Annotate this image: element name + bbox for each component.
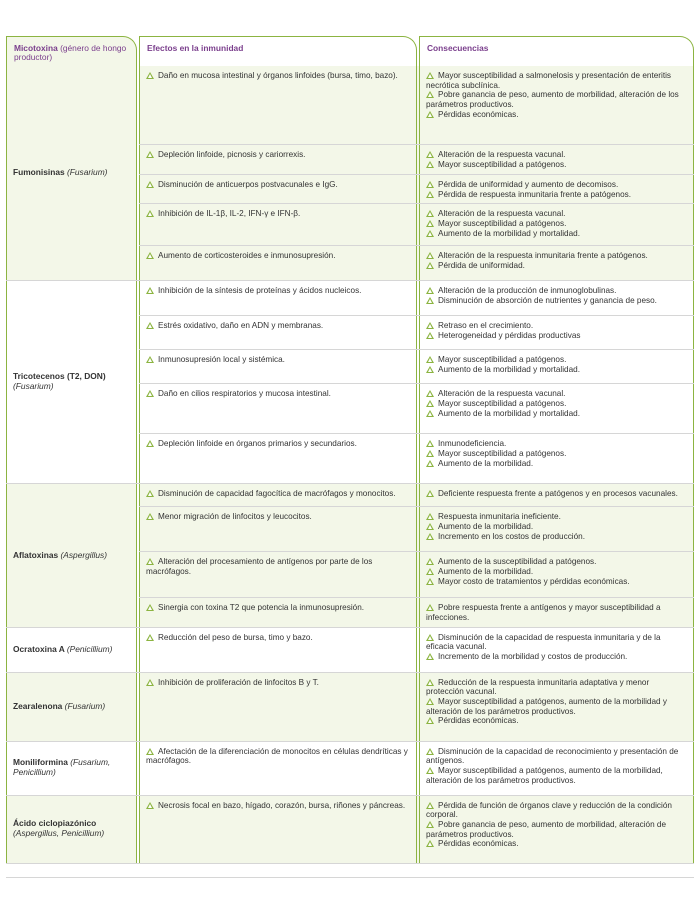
consequence-text: Mayor susceptibilidad a patógenos, aumento de la morbilidad, alteración de los parámetros productivos. (426, 766, 663, 785)
mycotoxin-name-cell (6, 484, 137, 626)
group-rows (139, 628, 694, 672)
consequence-item (426, 489, 687, 499)
consequence-text: Pérdida de respuesta inmunitaria frente a patógenos. (438, 189, 631, 199)
consequence-text: Pérdida de uniformidad. (438, 261, 525, 271)
consequence-text: Heterogeneidad y pérdidas productivas (438, 331, 581, 341)
warning-triangle-icon (426, 802, 434, 809)
table-body (6, 66, 694, 864)
consequence-text: Pobre ganancia de peso, aumento de morbilidad, alteración de los parámetros productivos. (426, 90, 679, 110)
effect-item (146, 678, 410, 688)
warning-triangle-icon (426, 460, 434, 467)
warning-triangle-icon (426, 653, 434, 660)
warning-triangle-icon (146, 72, 154, 79)
table-row (139, 383, 694, 433)
table-row (139, 551, 694, 597)
warning-triangle-icon (426, 220, 434, 227)
mycotoxin-name-cell (6, 742, 137, 795)
header-mycotoxin-title: Micotoxina (14, 43, 58, 53)
effect-cell (139, 204, 417, 245)
effect-text: Disminución de anticuerpos postvacunales e IgG. (158, 180, 338, 189)
group-rows (139, 66, 694, 280)
warning-triangle-icon (426, 191, 434, 198)
warning-triangle-icon (146, 210, 154, 217)
consequence-text: Alteración de la producción de inmunoglobulinas. (438, 286, 617, 296)
effect-cell (139, 145, 417, 174)
table-row (139, 245, 694, 280)
consequence-text: Mayor susceptibilidad a patógenos. (438, 159, 567, 169)
fungus-genus: (Aspergillus) (60, 549, 108, 560)
effect-cell (139, 598, 417, 626)
table-row (139, 796, 694, 863)
mycotoxin-name-cell (6, 281, 137, 483)
warning-triangle-icon (426, 390, 434, 397)
mycotoxin-table (6, 36, 694, 864)
effect-cell (139, 507, 417, 551)
effect-item (146, 747, 410, 766)
mycotoxin-name: Tricotecenos (T2, DON) (13, 371, 106, 382)
warning-triangle-icon (426, 410, 434, 417)
fungus-genus: (Fusarium, Penicillium) (13, 757, 111, 778)
consequence-item (426, 839, 687, 849)
group-rows (139, 673, 694, 741)
warning-triangle-icon (146, 679, 154, 686)
consequence-cell (419, 384, 694, 433)
mycotoxin-name-cell (6, 796, 137, 863)
consequence-item (426, 209, 687, 219)
warning-triangle-icon (426, 230, 434, 237)
warning-triangle-icon (146, 802, 154, 809)
mycotoxin-name-cell (6, 628, 137, 672)
consequence-item (426, 678, 687, 697)
table-header (6, 36, 694, 66)
effect-item (146, 603, 410, 613)
warning-triangle-icon (426, 366, 434, 373)
effect-cell (139, 246, 417, 280)
fungus-genus: (Fusarium) (64, 700, 106, 711)
mycotoxin-label (13, 372, 130, 392)
effect-cell (139, 484, 417, 506)
warning-triangle-icon (426, 821, 434, 828)
consequence-text: Retraso en el crecimiento. (438, 321, 534, 331)
table-row (139, 66, 694, 144)
effect-text: Aumento de corticosteroides e inmunosupresión. (158, 251, 336, 261)
consequence-text: Incremento en los costos de producción. (438, 531, 586, 541)
consequence-item (426, 459, 687, 469)
consequence-item (426, 296, 687, 306)
consequence-text: Pérdida de función de órganos clave y reducción de la condición corporal. (426, 800, 672, 820)
consequence-item (426, 355, 687, 365)
consequence-item (426, 633, 687, 652)
effect-cell (139, 552, 417, 597)
consequence-item (426, 389, 687, 399)
consequence-text: Aumento de la morbilidad y mortalidad. (438, 408, 580, 418)
table-row (139, 628, 694, 672)
effect-text: Daño en mucosa intestinal y órganos linfoides (bursa, timo, bazo). (158, 71, 398, 80)
consequence-item (426, 409, 687, 419)
consequence-text: Aumento de la morbilidad. (438, 567, 534, 577)
consequence-item (426, 439, 687, 449)
consequence-text: Pobre ganancia de peso, aumento de morbilidad, alteración de parámetros productivos. (426, 820, 667, 839)
consequence-item (426, 110, 687, 120)
effect-item (146, 633, 410, 643)
consequence-item (426, 331, 687, 341)
consequence-item (426, 512, 687, 522)
mycotoxin-group (6, 281, 694, 484)
consequence-item (426, 180, 687, 190)
header-consequences: Consecuencias (419, 36, 694, 66)
consequence-text: Incremento de la morbilidad y costos de producción. (438, 652, 628, 662)
warning-triangle-icon (426, 513, 434, 520)
table-bottom-rule (6, 877, 694, 878)
effect-cell (139, 281, 417, 315)
warning-triangle-icon (146, 748, 154, 755)
consequence-cell (419, 598, 694, 626)
effect-item (146, 71, 410, 81)
consequence-text: Inmunodeficiencia. (438, 439, 507, 449)
consequence-cell (419, 145, 694, 174)
warning-triangle-icon (426, 523, 434, 530)
warning-triangle-icon (426, 210, 434, 217)
consequence-cell (419, 281, 694, 315)
consequence-item (426, 716, 687, 726)
consequence-item (426, 160, 687, 170)
warning-triangle-icon (146, 322, 154, 329)
effect-text: Afectación de la diferenciación de monocitos en células dendríticas y macrófagos. (146, 746, 408, 766)
warning-triangle-icon (426, 840, 434, 847)
mycotoxin-group (6, 742, 694, 796)
warning-triangle-icon (426, 558, 434, 565)
consequence-item (426, 251, 687, 261)
consequence-text: Pérdidas económicas. (438, 109, 519, 119)
consequence-text: Disminución de la capacidad de reconocimiento y presentación de antígenos. (426, 746, 679, 766)
consequence-text: Reducción de la respuesta inmunitaria adaptativa y menor protección vacunal. (426, 677, 650, 697)
mycotoxin-label (13, 758, 130, 778)
consequence-text: Pérdidas económicas. (438, 839, 519, 849)
consequence-cell (419, 204, 694, 245)
warning-triangle-icon (146, 252, 154, 259)
mycotoxin-name-cell (6, 66, 137, 280)
warning-triangle-icon (426, 578, 434, 585)
warning-triangle-icon (426, 634, 434, 641)
mycotoxin-name: Ácido ciclopiazónico (13, 818, 97, 829)
mycotoxin-label (13, 551, 107, 561)
mycotoxin-name: Fumonisinas (13, 167, 65, 178)
fungus-genus: (Penicillium) (66, 643, 113, 654)
consequence-item (426, 532, 687, 542)
warning-triangle-icon (146, 151, 154, 158)
effect-text: Menor migración de linfocitos y leucocitos. (158, 512, 312, 522)
warning-triangle-icon (426, 356, 434, 363)
consequence-item (426, 603, 687, 622)
consequence-text: Alteración de la respuesta vacunal. (438, 389, 566, 399)
table-row (139, 174, 694, 203)
consequence-item (426, 321, 687, 331)
warning-triangle-icon (426, 679, 434, 686)
table-row (139, 484, 694, 506)
mycotoxin-group (6, 484, 694, 627)
consequence-text: Respuesta inmunitaria ineficiente. (438, 512, 561, 522)
warning-triangle-icon (426, 533, 434, 540)
consequence-text: Pobre respuesta frente a antígenos y mayor susceptibilidad a infecciones. (426, 603, 661, 623)
mycotoxin-group (6, 628, 694, 673)
consequence-text: Mayor susceptibilidad a patógenos, aumento de la morbilidad y alteración de los parámetros productivos. (426, 697, 667, 716)
effect-cell (139, 673, 417, 741)
warning-triangle-icon (146, 634, 154, 641)
table-row (139, 315, 694, 349)
consequence-item (426, 399, 687, 409)
consequence-cell (419, 552, 694, 597)
effect-text: Necrosis focal en bazo, hígado, corazón, bursa, riñones y páncreas. (158, 800, 406, 810)
effect-text: Disminución de capacidad fagocítica de macrófagos y monocitos. (158, 489, 396, 499)
consequence-text: Mayor susceptibilidad a patógenos. (438, 449, 567, 459)
consequence-item (426, 697, 687, 716)
mycotoxin-label (13, 819, 130, 839)
warning-triangle-icon (426, 262, 434, 269)
effect-item (146, 801, 410, 811)
warning-triangle-icon (426, 297, 434, 304)
consequence-item (426, 365, 687, 375)
consequence-text: Disminución de la capacidad de respuesta inmunitaria y de la eficacia vacunal. (426, 632, 661, 652)
mycotoxin-name: Moniliformina (13, 757, 68, 768)
effect-text: Inmunosupresión local y sistémica. (158, 355, 285, 365)
warning-triangle-icon (426, 717, 434, 724)
consequence-item (426, 652, 687, 662)
consequence-item (426, 150, 687, 160)
consequence-text: Mayor costo de tratamientos y pérdidas económicas. (438, 576, 630, 586)
warning-triangle-icon (426, 440, 434, 447)
consequence-text: Mayor susceptibilidad a patógenos. (438, 219, 567, 229)
effect-cell (139, 316, 417, 349)
effect-cell (139, 350, 417, 383)
consequence-text: Aumento de la morbilidad y mortalidad. (438, 365, 580, 375)
warning-triangle-icon (426, 252, 434, 259)
effect-item (146, 321, 410, 331)
effect-text: Inhibición de IL-1β, IL-2, IFN-γ e IFN-β. (158, 209, 301, 219)
effect-cell (139, 66, 417, 144)
consequence-cell (419, 484, 694, 506)
group-rows (139, 742, 694, 795)
mycotoxin-label (13, 645, 112, 655)
warning-triangle-icon (426, 151, 434, 158)
table-row (139, 433, 694, 483)
effect-text: Estrés oxidativo, daño en ADN y membranas. (158, 321, 324, 331)
consequence-item (426, 229, 687, 239)
effect-text: Reducción del peso de bursa, timo y bazo. (158, 632, 313, 642)
consequence-text: Mayor susceptibilidad a patógenos. (438, 399, 567, 409)
warning-triangle-icon (426, 181, 434, 188)
warning-triangle-icon (146, 287, 154, 294)
consequence-cell (419, 673, 694, 741)
effect-item (146, 489, 410, 499)
effect-item (146, 512, 410, 522)
consequence-item (426, 567, 687, 577)
consequence-text: Mayor susceptibilidad a salmonelosis y presentación de enteritis necrótica subclínica. (426, 71, 672, 90)
warning-triangle-icon (146, 490, 154, 497)
consequence-item (426, 801, 687, 820)
table-row (139, 597, 694, 626)
consequence-cell (419, 434, 694, 483)
effect-item (146, 355, 410, 365)
warning-triangle-icon (426, 161, 434, 168)
warning-triangle-icon (146, 440, 154, 447)
warning-triangle-icon (426, 332, 434, 339)
warning-triangle-icon (146, 356, 154, 363)
warning-triangle-icon (426, 490, 434, 497)
consequence-text: Deficiente respuesta frente a patógenos y en procesos vacunales. (438, 489, 678, 499)
effect-item (146, 557, 410, 576)
table-row (139, 349, 694, 383)
warning-triangle-icon (146, 604, 154, 611)
consequence-text: Alteración de la respuesta inmunitaria frente a patógenos. (438, 251, 648, 261)
effect-cell (139, 175, 417, 203)
warning-triangle-icon (426, 111, 434, 118)
warning-triangle-icon (426, 748, 434, 755)
effect-item (146, 389, 410, 399)
consequence-text: Aumento de la susceptibilidad a patógenos. (438, 557, 597, 567)
consequence-text: Pérdidas económicas. (438, 716, 519, 726)
warning-triangle-icon (426, 91, 434, 98)
consequence-cell (419, 66, 694, 144)
consequence-cell (419, 507, 694, 551)
table-row (139, 506, 694, 551)
warning-triangle-icon (426, 698, 434, 705)
mycotoxin-group (6, 673, 694, 742)
effect-cell (139, 384, 417, 433)
table-row (139, 281, 694, 315)
fungus-genus: (Aspergillus, Penicillium) (13, 828, 105, 839)
effect-text: Depleción linfoide, picnosis y cariorrexis. (158, 150, 306, 159)
consequence-item (426, 71, 687, 90)
header-effects: Efectos en la inmunidad (139, 36, 417, 66)
effect-item (146, 150, 410, 160)
consequence-text: Disminución de absorción de nutrientes y ganancia de peso. (438, 296, 657, 306)
consequence-item (426, 747, 687, 766)
effect-item (146, 251, 410, 261)
effect-item (146, 439, 410, 449)
group-rows (139, 796, 694, 863)
consequence-cell (419, 316, 694, 349)
consequence-text: Aumento de la morbilidad. (438, 458, 534, 468)
warning-triangle-icon (426, 450, 434, 457)
warning-triangle-icon (146, 390, 154, 397)
consequence-item (426, 190, 687, 200)
consequence-item (426, 522, 687, 532)
header-mycotoxin-sub: (género de hongo productor) (14, 43, 127, 62)
consequence-item (426, 449, 687, 459)
group-rows (139, 484, 694, 626)
consequence-text: Alteración de la respuesta vacunal. (438, 209, 566, 219)
consequence-text: Alteración de la respuesta vacunal. (438, 150, 566, 159)
consequence-item (426, 557, 687, 567)
consequence-cell (419, 175, 694, 203)
mycotoxin-name: Aflatoxinas (13, 549, 59, 560)
mycotoxin-group (6, 796, 694, 864)
consequence-item (426, 766, 687, 785)
consequence-item (426, 261, 687, 271)
warning-triangle-icon (426, 287, 434, 294)
consequence-cell (419, 246, 694, 280)
warning-triangle-icon (146, 558, 154, 565)
warning-triangle-icon (426, 568, 434, 575)
effect-cell (139, 434, 417, 483)
warning-triangle-icon (426, 767, 434, 774)
table-row (139, 144, 694, 174)
warning-triangle-icon (426, 400, 434, 407)
consequence-text: Pérdida de uniformidad y aumento de decomisos. (438, 180, 619, 189)
effect-item (146, 180, 410, 190)
effect-item (146, 286, 410, 296)
consequence-item (426, 219, 687, 229)
effect-text: Inhibición de proliferación de linfocitos B y T. (158, 677, 319, 687)
mycotoxin-name: Zearalenona (13, 700, 63, 711)
consequence-item (426, 286, 687, 296)
consequence-cell (419, 796, 694, 863)
table-row (139, 742, 694, 795)
fungus-genus: (Fusarium) (13, 381, 54, 392)
consequence-cell (419, 742, 694, 795)
warning-triangle-icon (426, 322, 434, 329)
table-row (139, 203, 694, 245)
mycotoxin-group (6, 66, 694, 281)
warning-triangle-icon (426, 604, 434, 611)
fungus-genus: (Fusarium) (66, 167, 108, 178)
effect-text: Alteración del procesamiento de antígenos por parte de los macrófagos. (146, 557, 373, 577)
table-row (139, 673, 694, 741)
warning-triangle-icon (146, 181, 154, 188)
consequence-cell (419, 628, 694, 672)
consequence-text: Mayor susceptibilidad a patógenos. (438, 355, 567, 365)
warning-triangle-icon (426, 72, 434, 79)
mycotoxin-label (13, 168, 107, 178)
consequence-text: Aumento de la morbilidad. (438, 522, 534, 532)
effect-text: Sinergia con toxina T2 que potencia la inmunosupresión. (158, 603, 365, 613)
effect-text: Inhibición de la síntesis de proteínas y ácidos nucleicos. (158, 286, 362, 296)
consequence-cell (419, 350, 694, 383)
effect-cell (139, 628, 417, 672)
warning-triangle-icon (146, 513, 154, 520)
header-mycotoxin (6, 36, 137, 66)
consequence-item (426, 90, 687, 109)
mycotoxin-name-cell (6, 673, 137, 741)
effect-cell (139, 742, 417, 795)
group-rows (139, 281, 694, 483)
consequence-text: Aumento de la morbilidad y mortalidad. (438, 228, 580, 238)
consequence-item (426, 577, 687, 587)
mycotoxin-name: Ocratoxina A (13, 643, 65, 654)
consequence-item (426, 820, 687, 839)
effect-item (146, 209, 410, 219)
effect-text: Daño en cilios respiratorios y mucosa intestinal. (158, 389, 331, 399)
effect-cell (139, 796, 417, 863)
mycotoxin-label (13, 702, 105, 712)
effect-text: Depleción linfoide en órganos primarios y secundarios. (158, 439, 357, 449)
